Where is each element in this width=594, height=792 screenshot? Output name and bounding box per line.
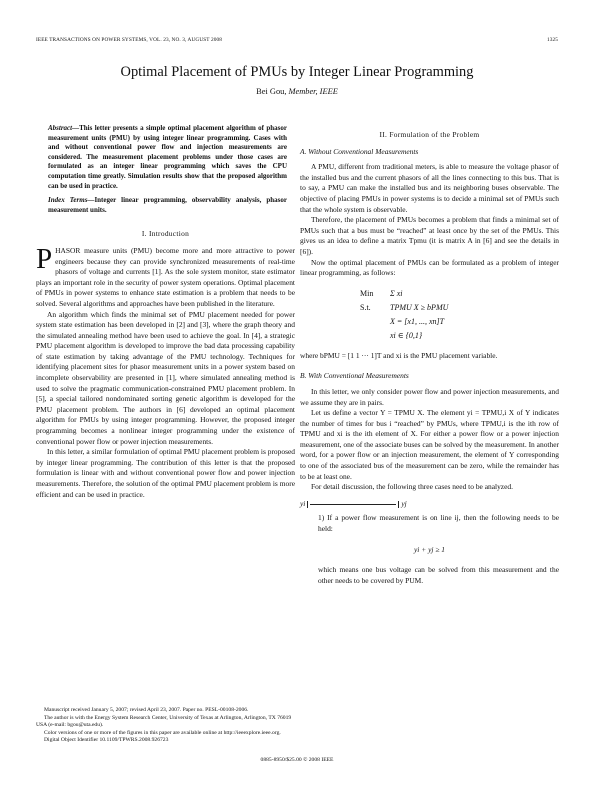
formulation-paragraph-2: Therefore, the placement of PMUs becomes a problem that finds a minimal set of PMUs such that a bus must be “reached” at least once by the set of the PMUs. This gives us an idea to define a matrix Tpmu (it is matrix A in [6] and see the details in [6]). (300, 215, 559, 256)
page-number: 1325 (547, 37, 558, 43)
intro-paragraph-1-text: HASOR measure units (PMU) become more and more attractive to power engineers because they can provide synchronized measurements of real-time phasors of voltage and currents [1]. As the sole system monitor, state estimator plays an important role in the security of power system operations. Optimal placement of PMUs in power systems to enhance state estimation is a problem that needs to be solved. Several algorithms and approaches have been published in the literature. (36, 245, 295, 308)
eq-min-label: Min (360, 288, 374, 298)
eq-constraint-2: X = [x1, ..., xn]T (390, 316, 445, 326)
case-1-item: 1) If a power flow measurement is on line ij, then the following needs to be held: (318, 513, 559, 534)
index-terms-label: Index Terms— (48, 196, 95, 205)
case-1-equation: yi + yj ≥ 1 (414, 544, 445, 554)
author-role: Member, IEEE (288, 87, 338, 96)
footnote-line: Digital Object Identifier 10.1109/TPWRS.2008.926723 (44, 737, 169, 744)
paper-title: Optimal Placement of PMUs by Integer Linear Programming (120, 64, 474, 80)
measurement-paragraph-3: For detail discussion, the following three cases need to be analyzed. (311, 482, 513, 492)
subsection-b-heading: B. With Conventional Measurements (300, 371, 409, 381)
journal-header: IEEE TRANSACTIONS ON POWER SYSTEMS, VOL. 23, NO. 3, AUGUST 2008 (36, 37, 222, 43)
formulation-paragraph-4: where bPMU = [1 1 ··· 1]T and xi is the PMU placement variable. (300, 350, 498, 360)
eq-constraint-1: TPMU X ≥ bPMU (390, 302, 449, 312)
eq-objective: Σ xi (390, 288, 403, 298)
bus-j-label: yj (401, 498, 407, 508)
abstract-label: Abstract— (48, 124, 80, 132)
intro-paragraph-1 (36, 242, 295, 310)
footnote (36, 707, 295, 745)
running-header (36, 37, 558, 43)
abstract (36, 124, 295, 191)
line-ij (310, 504, 396, 505)
drop-cap: P (36, 242, 53, 275)
footnote-line: Manuscript received January 5, 2007; revised April 23, 2007. Paper no. PESL-00108-2006. (44, 707, 249, 713)
measurement-paragraph-2: Let us define a vector Y = TPMU X. The element yi = TPMU,i X of Y indicates the number of times for bus i “reached” by PMUs, where TPMU,i is the ith row of TPMU and xi is the ith element of X. For either a power flow or a power injection measurement, one of the associate buses can be solved by the measurement. In another word, for a power flow or an injection measurement, the element of Y corresponding to one of the associated bus of the measurement can be zero, while the remainder has to be at least one. (300, 408, 559, 481)
index-terms (36, 196, 295, 215)
formulation-paragraph-3: Now the optimal placement of PMUs can be formulated as a problem of integer linear programming, as follows: (300, 257, 559, 278)
ilp-equation (360, 287, 559, 343)
footnote-line: The author is with the Energy System Research Center, University of Texas at Arlington, Arlington, TX 76019 USA (e-mail: bgou@uta.edu). (36, 714, 292, 729)
section-heading-introduction: I. Introduction (141, 229, 190, 239)
abstract-text: This letter presents a simple optimal placement algorithm of phasor measurement units (PMU) by using integer linear programming. Cases with and without conventional power flow and injection measurements are considered. The measurement placement problems under those cases are formulated as an integer linear programming which saves the CPU computation time greatly. Simulation results show that the proposed algorithm can be used in practice. (48, 124, 287, 190)
formulation-paragraph-1: A PMU, different from traditional meters, is able to measure the voltage phasor of the installed bus and the current phasors of all the lines connecting to this bus. That is to say, a PMU can make the installed bus and its neighboring buses observable. The objective of placing PMUs in power systems is to decide a minimal set of PMUs such that the whole system is observable. (300, 162, 559, 214)
bus-i-marker (307, 501, 308, 508)
bus-i-label: yi (300, 498, 306, 508)
copyright-line: 0885-8950/$25.00 © 2008 IEEE (260, 757, 334, 763)
section-heading-formulation: II. Formulation of the Problem (379, 130, 480, 139)
intro-paragraph-3: In this letter, a similar formulation of optimal PMU placement problem is proposed by integer linear programming. The contribution of this letter is that the proposed formulation is linear with and without conventional power flow and power injection measurements. Therefore, the solution of the optimal PMU placement problem is more efficient and can be used in practice. (36, 447, 295, 499)
eq-constraint-3: xi ∈ {0,1} (390, 330, 423, 340)
index-terms-text: Integer linear programming, observability analysis, phasor measurement units. (48, 196, 288, 214)
case-1-explanation: which means one bus voltage can be solved from this measurement and the other needs to be covered by PUM. (318, 565, 559, 585)
line-diagram (300, 499, 559, 510)
left-column (36, 124, 295, 500)
eq-st-label: S.t. (360, 302, 371, 312)
right-column (300, 124, 559, 586)
footnote-line: Color versions of one or more of the figures in this paper are available online at http://ieeexplore.ieee.org. (44, 729, 281, 736)
bus-j-marker (398, 501, 399, 508)
measurement-paragraph-1: In this letter, we only consider power flow and power injection measurements, and we assume they are in pairs. (300, 386, 559, 407)
subsection-a-heading: A. Without Conventional Measurements (300, 146, 419, 156)
intro-paragraph-2: An algorithm which finds the minimal set of PMU placement needed for power system state estimation has been developed in [2] and [3], where the graph theory and the simulated annealing method have been used to achieve the goal. In [4], a strategic PMU placement algorithm is developed to improve the bad data processing capability of state estimation by taking advantage of the PMU technology. Techniques for identifying placement sites for phasor measurement units in a power system based on incomplete observability are presented in [1], where simulated annealing method is used to solve the pragmatic communication-constrained PMU placement problem. In [5], a special tailored nondominated sorting genetic algorithm is developed for the PMU placement problem. The authors in [6] developed an optimal placement algorithm for PMUs by using integer programming. However, the proposed integer programming becomes a nonlinear integer programming under the existence of conventional power flow or power injection measurements. (36, 309, 295, 446)
author-name: Bei Gou, (256, 87, 287, 96)
author-line (0, 87, 594, 96)
